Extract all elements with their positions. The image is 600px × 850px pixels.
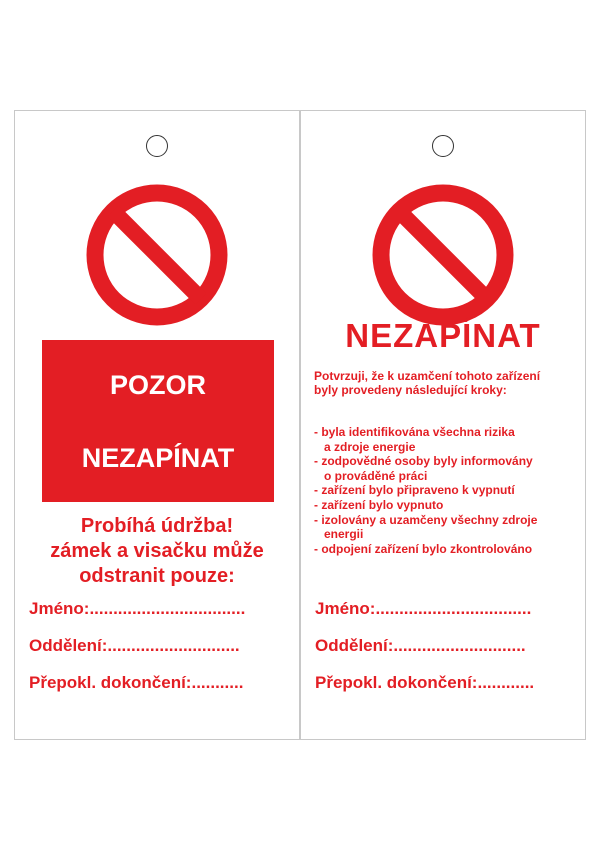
step-item: - odpojení zařízení bylo zkontrolováno: [314, 542, 584, 557]
hang-hole-icon: [432, 135, 454, 157]
step-item: - zodpovědné osoby byly informovány o prováděné práci: [314, 454, 584, 483]
department-field: Oddělení:............................: [29, 636, 240, 655]
steps-list: [314, 425, 584, 556]
confirmation-text: [314, 369, 582, 397]
hang-hole-icon: [146, 135, 168, 157]
tag-title: NEZAPÍNAT: [345, 317, 541, 354]
notice-line: zámek a visačku může: [50, 540, 264, 562]
notice-line: odstranit pouze:: [79, 565, 235, 587]
department-field: Oddělení:............................: [315, 636, 526, 655]
notice-line: Probíhá údržba!: [80, 515, 234, 537]
warning-banner: [42, 340, 274, 502]
step-item: - byla identifikována všechna rizika a zdroje energie: [314, 425, 584, 454]
prohibition-sign-icon: [371, 183, 515, 327]
prohibition-sign-icon: [85, 183, 229, 327]
confirm-line: Potvrzuji, že k uzamčení tohoto zařízení: [314, 369, 541, 383]
name-field: Jméno:.................................: [29, 599, 246, 618]
tag-pozor: [14, 110, 300, 740]
confirm-line: byly provedeny následující kroky:: [314, 383, 507, 397]
step-item: - zařízení bylo vypnuto: [314, 498, 584, 513]
banner-pozor: POZOR: [109, 370, 206, 400]
maintenance-notice: [15, 514, 299, 589]
banner-nezapinat: NEZAPÍNAT: [81, 443, 235, 473]
tag-nezapinat: [300, 110, 586, 740]
completion-field: Přepokl. dokončení:...........: [29, 673, 244, 692]
completion-field: Přepokl. dokončení:............: [315, 673, 535, 692]
step-item: - zařízení bylo připraveno k vypnutí: [314, 483, 584, 498]
name-field: Jméno:.................................: [315, 599, 532, 618]
step-item: - izolovány a uzamčeny všechny zdroje energii: [314, 513, 584, 542]
